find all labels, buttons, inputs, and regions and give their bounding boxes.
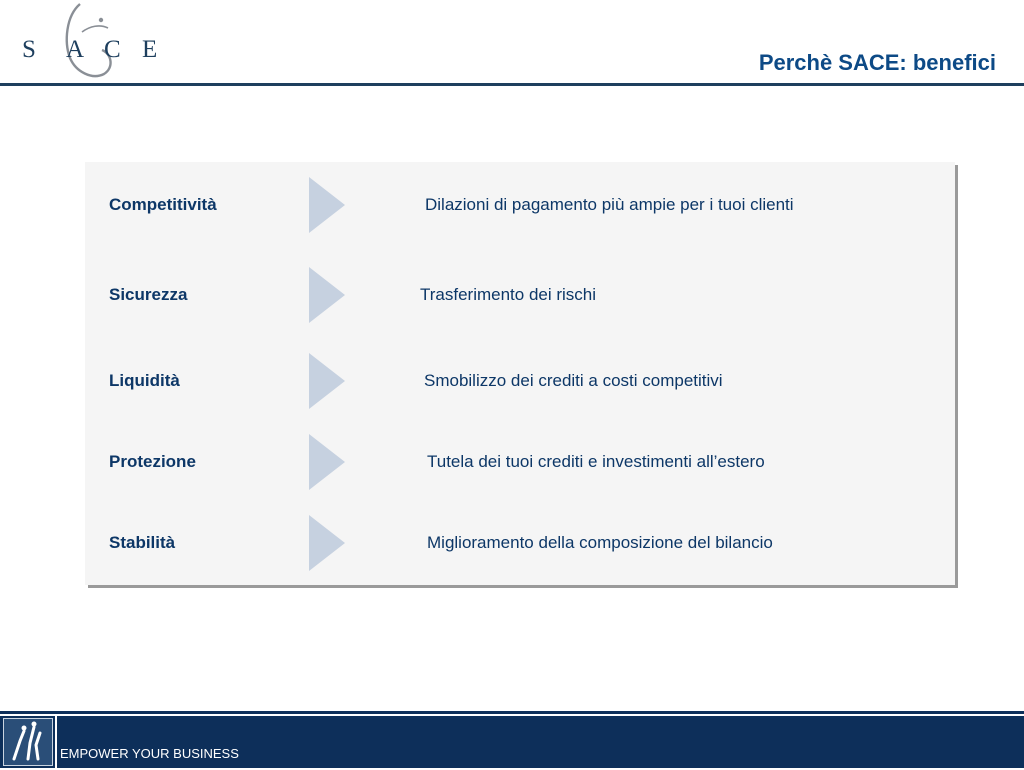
logo-letter-a: A xyxy=(66,36,85,63)
benefit-label: Competitività xyxy=(109,195,217,214)
footer-rule xyxy=(0,711,1024,714)
benefit-label: Sicurezza xyxy=(109,285,188,304)
sace-logo xyxy=(18,2,168,84)
footer-divider xyxy=(55,716,57,768)
benefit-row-stabilita xyxy=(85,515,955,571)
logo-letter-c: C xyxy=(104,36,121,63)
chevron-right-icon xyxy=(309,434,349,490)
benefit-row-protezione xyxy=(85,434,955,490)
footer-tagline: EMPOWER YOUR BUSINESS xyxy=(60,746,239,761)
header-rule xyxy=(0,83,1024,86)
climbers-icon xyxy=(3,718,53,766)
benefit-description: Tutela dei tuoi crediti e investimenti all’estero xyxy=(427,452,765,471)
benefit-description: Dilazioni di pagamento più ampie per i tuoi clienti xyxy=(425,195,794,214)
benefit-row-sicurezza xyxy=(85,267,955,323)
benefit-description: Trasferimento dei rischi xyxy=(420,285,597,304)
benefit-label: Protezione xyxy=(109,452,196,471)
benefit-description: Smobilizzo dei crediti a costi competitivi xyxy=(424,371,723,390)
chevron-right-icon xyxy=(309,515,349,571)
slide-title: Perchè SACE: benefici xyxy=(758,50,996,75)
benefit-row-competitivita xyxy=(85,177,955,233)
benefit-row-liquidita xyxy=(85,353,955,409)
chevron-right-icon xyxy=(309,177,349,233)
benefit-label: Stabilità xyxy=(109,533,176,552)
logo-letter-e: E xyxy=(142,36,158,63)
logo-letter-s: S xyxy=(22,36,36,63)
benefit-description: Miglioramento della composizione del bilancio xyxy=(427,533,773,552)
chevron-right-icon xyxy=(309,267,349,323)
benefit-label: Liquidità xyxy=(109,371,180,390)
benefits-panel xyxy=(85,162,955,585)
chevron-right-icon xyxy=(309,353,349,409)
